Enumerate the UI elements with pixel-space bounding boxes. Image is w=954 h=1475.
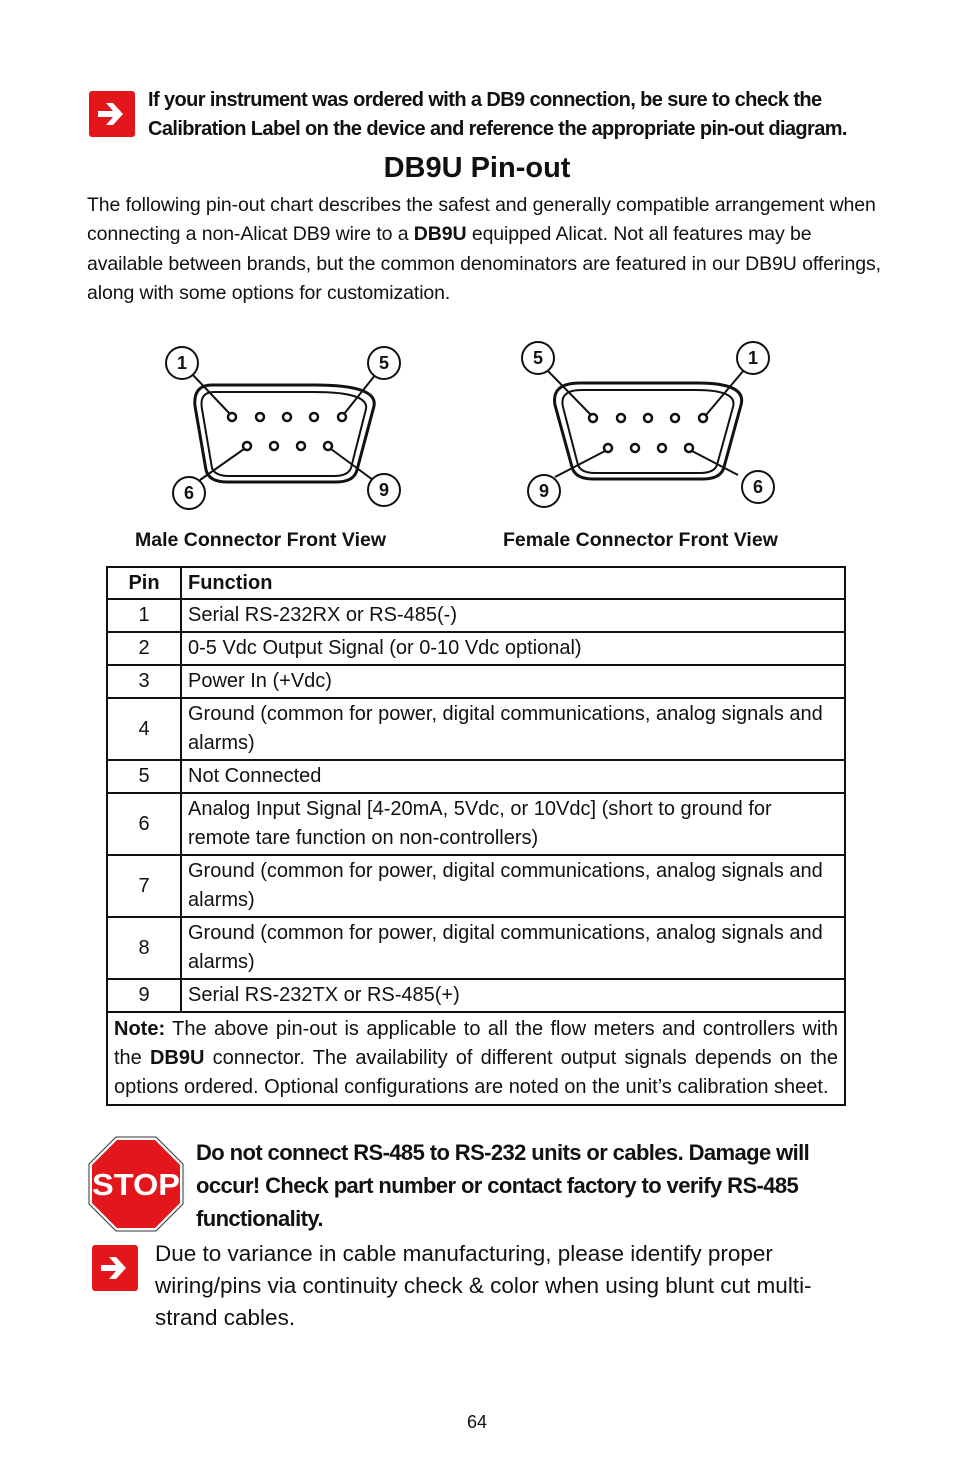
table-row: [107, 698, 845, 760]
female-connector-caption: Female Connector Front View: [503, 529, 778, 551]
pin-label-5: 5: [378, 353, 390, 373]
pin-label-9: 9: [538, 481, 550, 501]
pin-cell: 2: [107, 632, 181, 665]
rs485-warning: Do not connect RS-485 to RS-232 units or cables. Damage will occur! Check part number or contact factory to verify RS-485 functionality.: [196, 1140, 810, 1231]
table-row: [107, 632, 845, 665]
function-cell: Ground (common for power, digital communications, analog signals and alarms): [181, 917, 845, 979]
pin-cell: 6: [107, 793, 181, 855]
table-header-row: [107, 567, 845, 599]
pin-label-9: 9: [378, 480, 390, 500]
pin-label-6: 6: [183, 483, 195, 503]
table-note: Note: The above pin-out is applicable to all the flow meters and controllers with the DB9U connector. The availability of different output signals depends on the options ordered. Optional configurations are noted on the unit’s calibration sheet.: [107, 1012, 845, 1105]
function-cell: Power In (+Vdc): [181, 665, 845, 698]
pin-cell: 3: [107, 665, 181, 698]
pinout-table: [106, 566, 846, 1106]
function-cell: Analog Input Signal [4-20mA, 5Vdc, or 10Vdc] (short to ground for remote tare function on non-controllers): [181, 793, 845, 855]
stop-sign-icon: [88, 1136, 184, 1232]
intro-paragraph: The following pin-out chart describes the safest and generally compatible arrangement when connecting a non-Alicat DB9 wire to a DB9U equipped Alicat. Not all features may be available between brands, but the common denominators are featured in our DB9U offerings, along with some options for customization.: [87, 194, 881, 304]
table-note-row: [107, 1012, 845, 1105]
pin-cell: 4: [107, 698, 181, 760]
function-column-header: Function: [181, 567, 845, 599]
table-row: [107, 793, 845, 855]
page-number: 64: [466, 1412, 488, 1432]
table-row: [107, 917, 845, 979]
pin-cell: 1: [107, 599, 181, 632]
pin-cell: 5: [107, 760, 181, 793]
function-cell: Ground (common for power, digital communications, analog signals and alarms): [181, 698, 845, 760]
function-cell: Ground (common for power, digital communications, analog signals and alarms): [181, 855, 845, 917]
function-cell: Serial RS-232RX or RS-485(-): [181, 599, 845, 632]
arrow-right-icon: [89, 91, 135, 137]
table-row: [107, 855, 845, 917]
page-title: DB9U Pin-out: [383, 152, 571, 184]
function-cell: 0-5 Vdc Output Signal (or 0-10 Vdc optional): [181, 632, 845, 665]
table-row: [107, 599, 845, 632]
table-row: [107, 979, 845, 1012]
pin-label-1: 1: [176, 353, 188, 373]
arrow-right-icon: [92, 1245, 138, 1291]
calibration-label-note: If your instrument was ordered with a DB9 connection, be sure to check the Calibration Label on the device and reference the appropriate pin-out diagram.: [148, 89, 847, 140]
function-cell: Not Connected: [181, 760, 845, 793]
table-row: [107, 665, 845, 698]
stop-sign-text: STOP: [92, 1167, 180, 1202]
male-connector-caption: Male Connector Front View: [135, 529, 387, 551]
function-cell: Serial RS-232TX or RS-485(+): [181, 979, 845, 1012]
table-row: [107, 760, 845, 793]
cable-variance-note: Due to variance in cable manufacturing, please identify proper wiring/pins via continuity check & color when using blunt cut multi-strand cables.: [155, 1241, 812, 1330]
female-connector-diagram: [510, 325, 780, 515]
male-connector-diagram: [150, 330, 420, 520]
pin-label-1: 1: [747, 348, 759, 368]
pin-column-header: Pin: [107, 567, 181, 599]
pin-cell: 8: [107, 917, 181, 979]
pin-label-5: 5: [532, 348, 544, 368]
pin-cell: 7: [107, 855, 181, 917]
pin-label-6: 6: [752, 477, 764, 497]
pin-cell: 9: [107, 979, 181, 1012]
